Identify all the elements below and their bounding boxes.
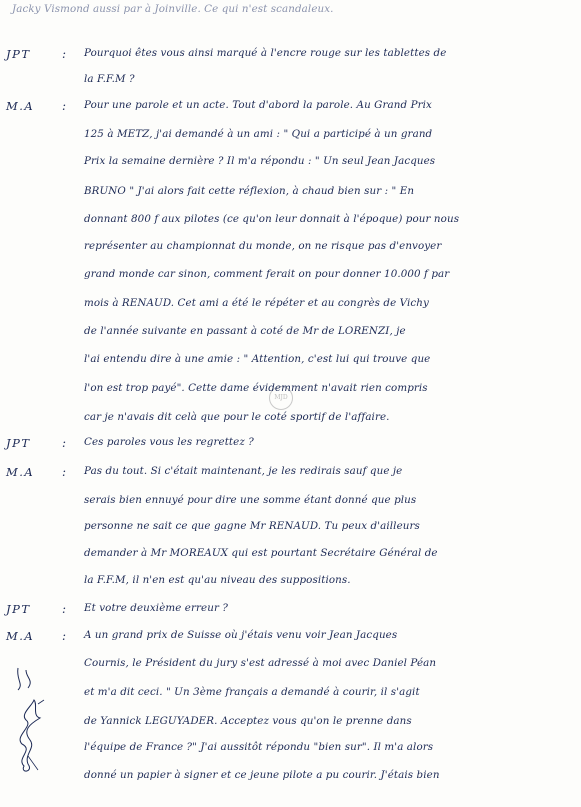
- speaker-label: M.A: [6, 465, 35, 479]
- text-line: [0, 155, 581, 185]
- text-line: [0, 382, 581, 412]
- speaker-label: M.A: [6, 99, 35, 113]
- speaker-label: M.A: [6, 629, 35, 643]
- text-line: [0, 686, 581, 716]
- text-line: [0, 185, 581, 215]
- line-text: Pour une parole et un acte. Tout d'abord la parole. Au Grand Prix: [84, 99, 432, 111]
- line-text: l'équipe de France ?" J'ai aussitôt répondu "bien sur". Il m'a alors: [84, 741, 434, 753]
- speaker-colon: :: [62, 602, 67, 616]
- line-text: donnant 800 f aux pilotes (ce qu'on leur donnait à l'époque) pour nous: [84, 213, 460, 225]
- line-text: de l'année suivante en passant à coté de Mr de LORENZI, je: [84, 325, 406, 337]
- line-text: de Yannick LEGUYADER. Acceptez vous qu'on le prenne dans: [84, 715, 412, 727]
- line-text: représenter au championnat du monde, on ne risque pas d'envoyer: [84, 240, 442, 252]
- text-line: [0, 436, 581, 466]
- line-text: la F.F.M, il n'en est qu'au niveau des suppositions.: [84, 574, 351, 586]
- line-text: personne ne sait ce que gagne Mr RENAUD. Tu peux d'ailleurs: [84, 520, 420, 532]
- line-text: mois à RENAUD. Cet ami a été le répéter et au congrès de Vichy: [84, 297, 429, 309]
- text-line: [0, 602, 581, 632]
- text-line: [0, 629, 581, 659]
- line-text: demander à Mr MOREAUX qui est pourtant Secrétaire Général de: [84, 547, 438, 559]
- text-line: [0, 465, 581, 495]
- text-line: [0, 297, 581, 327]
- line-text: l'on est trop payé". Cette dame évidemment n'avait rien compris: [84, 382, 428, 394]
- line-text: serais bien ennuyé pour dire une somme étant donné que plus: [84, 494, 417, 506]
- stamp-mark: MJD: [269, 386, 293, 410]
- line-text: la F.F.M ?: [84, 73, 135, 85]
- text-line: [0, 547, 581, 577]
- text-line: [0, 3, 581, 33]
- line-text: 125 à METZ, j'ai demandé à un ami : " Qui a participé à un grand: [84, 128, 433, 140]
- text-line: [0, 574, 581, 604]
- speaker-label: JPT: [6, 47, 31, 61]
- text-line: [0, 325, 581, 355]
- speaker-colon: :: [62, 629, 67, 643]
- speaker-label: JPT: [6, 602, 31, 616]
- text-line: [0, 99, 581, 129]
- speaker-colon: :: [62, 99, 67, 113]
- line-text: Cournis, le Président du jury s'est adressé à moi avec Daniel Péan: [84, 657, 437, 669]
- line-text: Jacky Vismond aussi par à Joinville. Ce qui n'est scandaleux.: [12, 3, 334, 15]
- line-text: car je n'avais dit celà que pour le coté sportif de l'affaire.: [84, 411, 390, 423]
- line-text: Ces paroles vous les regrettez ?: [84, 436, 254, 448]
- text-line: [0, 769, 581, 799]
- line-text: Pas du tout. Si c'était maintenant, je les redirais sauf que je: [84, 465, 403, 477]
- line-text: A un grand prix de Suisse où j'étais venu voir Jean Jacques: [84, 629, 398, 641]
- line-text: Et votre deuxième erreur ?: [84, 602, 228, 614]
- line-text: et m'a dit ceci. " Un 3ème français a demandé à courir, il s'agit: [84, 686, 420, 698]
- text-line: [0, 240, 581, 270]
- speaker-colon: :: [62, 465, 67, 479]
- text-line: [0, 268, 581, 298]
- line-text: grand monde car sinon, comment ferait on pour donner 10.000 f par: [84, 268, 450, 280]
- text-line: [0, 353, 581, 383]
- speaker-label: JPT: [6, 436, 31, 450]
- line-text: BRUNO " J'ai alors fait cette réflexion, à chaud bien sur : " En: [84, 185, 415, 197]
- line-text: l'ai entendu dire à une amie : " Attention, c'est lui qui trouve que: [84, 353, 431, 365]
- line-text: Pourquoi êtes vous ainsi marqué à l'encre rouge sur les tablettes de: [84, 47, 447, 59]
- text-line: [0, 128, 581, 158]
- line-text: Prix la semaine dernière ? Il m'a répondu : " Un seul Jean Jacques: [84, 155, 436, 167]
- line-text: donné un papier à signer et ce jeune pilote a pu courir. J'étais bien: [84, 769, 440, 781]
- speaker-colon: :: [62, 47, 67, 61]
- text-line: [0, 657, 581, 687]
- text-line: [0, 213, 581, 243]
- speaker-colon: :: [62, 436, 67, 450]
- text-line: [0, 741, 581, 771]
- text-line: [0, 520, 581, 550]
